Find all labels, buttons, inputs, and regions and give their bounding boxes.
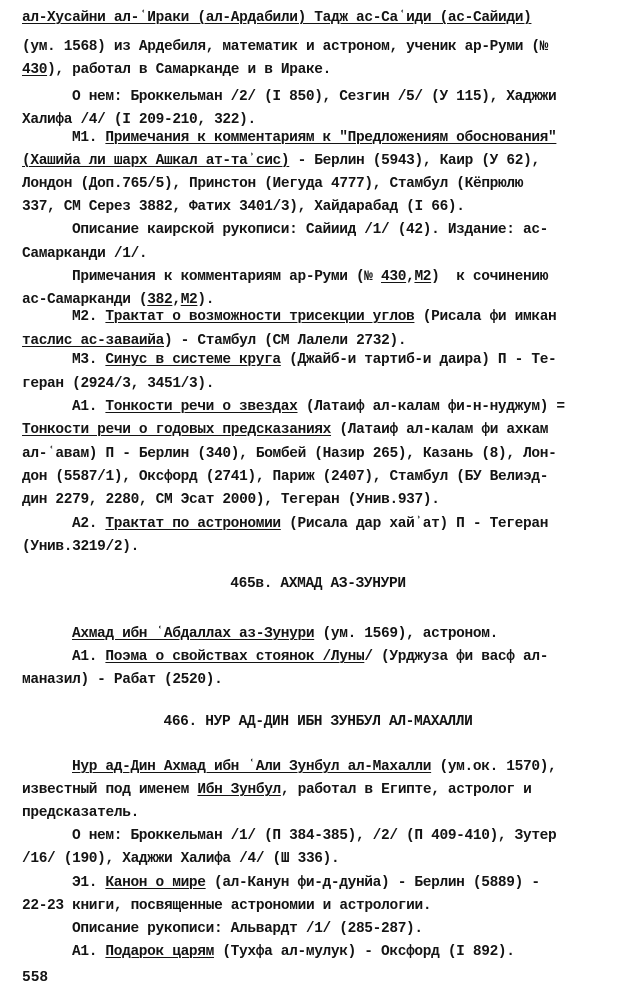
- underlined-title: Тонкости речи о звездах: [105, 399, 298, 415]
- text-span: А1.: [72, 944, 106, 960]
- text-span: 337, СМ Серез 3882, Фатих 3401/3), Хайдарабад (I 66).: [22, 199, 465, 215]
- text-span: ,: [172, 292, 181, 308]
- text-line: [72, 624, 498, 644]
- text-line: [22, 174, 523, 194]
- text-line: [22, 537, 139, 557]
- text-span: (Рисала фи имкан: [414, 309, 557, 325]
- text-span: А1.: [72, 399, 106, 415]
- text-span: М3.: [72, 352, 106, 368]
- text-line: [72, 128, 556, 148]
- underlined-title: Трактат о возможности трисекции углов: [105, 309, 415, 325]
- text-line: [72, 942, 515, 962]
- text-span: О нем: Броккельман /2/ (I 850), Сезгин /5/ (У 115), Хаджжи: [72, 89, 557, 105]
- text-line: [72, 757, 556, 777]
- text-span: известный под именем: [22, 782, 198, 798]
- text-span: дин 2279, 2280, СМ Эсат 2000), Тегеран (Унив.937).: [22, 492, 440, 508]
- underlined-title: 382: [147, 292, 173, 308]
- text-span: (Латаиф ал-калам фи ахкам: [331, 422, 549, 438]
- text-span: (ум. 1568) из Ардебиля, математик и астроном, ученик ар-Руми (№: [22, 39, 557, 55]
- text-line: [72, 397, 565, 417]
- underlined-title: Канон о мире: [105, 875, 206, 891]
- text-span: (Тухфа ал-мулук) - Оксфорд (I 892).: [213, 944, 515, 960]
- text-line: [22, 110, 256, 130]
- text-span: А2.: [72, 516, 106, 532]
- underlined-title: (Хашийа ли шарх Ашкал ат-таʾсис): [22, 153, 290, 169]
- text-span: Лондон (Доп.765/5), Принстон (Иегуда 4777), Стамбул (Кёпрюлю: [22, 176, 524, 192]
- text-line: [22, 444, 557, 464]
- text-line: [22, 151, 540, 171]
- text-line: [22, 60, 331, 80]
- underlined-title: М2: [180, 292, 198, 308]
- underlined-title: 430: [22, 62, 48, 78]
- underlined-title: Примечания к комментариям к "Предложениям обоснования": [105, 130, 557, 146]
- text-line: [22, 37, 557, 57]
- text-line: [72, 220, 548, 240]
- underlined-title: М2: [414, 269, 432, 285]
- text-span: Самарканди /1/.: [22, 246, 148, 262]
- text-line: [72, 826, 556, 846]
- text-line: [72, 647, 548, 667]
- text-line: [72, 514, 548, 534]
- text-span: (Латаиф ал-калам фи-н-нуджум) =: [297, 399, 565, 415]
- text-span: предсказатель.: [22, 805, 139, 821]
- text-span: , работал в Египте, астролог и: [280, 782, 532, 798]
- text-line: [72, 919, 423, 939]
- text-span: дон (5587/1), Оксфорд (2741), Париж (2407), Стамбул (БУ Велиэд-: [22, 469, 549, 485]
- underlined-title: таслис ас-заваийа: [22, 333, 164, 349]
- text-line: [22, 467, 548, 487]
- text-line: [72, 307, 556, 327]
- text-line: [22, 670, 222, 690]
- text-span: (ал-Канун фи-д-дунйа) - Берлин (5889) -: [205, 875, 540, 891]
- underlined-title: Поэма о свойствах стоянок /Луны: [105, 649, 365, 665]
- text-span: (Унив.3219/2).: [22, 539, 139, 555]
- text-line: [72, 267, 548, 287]
- text-span: 465в. АХМАД АЗ-ЗУНУРИ: [230, 576, 406, 592]
- text-span: Описание рукописи: Альвардт /1/ (285-287).: [72, 921, 423, 937]
- text-line: [22, 849, 339, 869]
- text-span: / (Урджуза фи васф ал-: [364, 649, 549, 665]
- text-line: [22, 8, 531, 28]
- text-span: (Джайб-и тартиб-и даира) П - Те-: [280, 352, 557, 368]
- text-span: М1.: [72, 130, 106, 146]
- text-span: Халифа /4/ (I 209-210, 322).: [22, 112, 256, 128]
- text-line: [22, 197, 465, 217]
- underlined-title: 430: [381, 269, 407, 285]
- text-span: О нем: Броккельман /1/ (П 384-385), /2/ (П 409-410), Зутер: [72, 828, 557, 844]
- text-span: 22-23 книги, посвященные астрономии и астрологии.: [22, 898, 432, 914]
- text-line: [72, 87, 556, 107]
- text-span: 466. НУР АД-ДИН ИБН ЗУНБУЛ АЛ-МАХАЛЛИ: [163, 714, 473, 730]
- underlined-title: Тонкости речи о годовых предсказаниях: [22, 422, 332, 438]
- text-line: [72, 873, 540, 893]
- text-span: М2.: [72, 309, 106, 325]
- text-span: Описание каирской рукописи: Сайиид /1/ (42). Издание: ас-: [72, 222, 549, 238]
- text-span: маназил) - Рабат (2520).: [22, 672, 223, 688]
- section-heading: [0, 574, 636, 594]
- text-span: - Берлин (5943), Каир (У 62),: [289, 153, 540, 169]
- text-line: [22, 374, 214, 394]
- underlined-title: Ибн Зунбул: [197, 782, 281, 798]
- text-span: ).: [197, 292, 215, 308]
- text-span: ал-ʿавам) П - Берлин (340), Бомбей (Назир 265), Казань (8), Лон-: [22, 446, 557, 462]
- text-span: ), работал в Самарканде и в Ираке.: [47, 62, 332, 78]
- underlined-title: Трактат по астрономии: [105, 516, 281, 532]
- underlined-title: Синус в системе круга: [105, 352, 281, 368]
- text-span: геран (2924/3, 3451/3).: [22, 376, 215, 392]
- text-span: Э1.: [72, 875, 106, 891]
- text-line: [22, 780, 531, 800]
- text-line: [22, 331, 406, 351]
- text-line: [22, 490, 440, 510]
- text-span: (Рисала дар хайʾат) П - Тегеран: [280, 516, 549, 532]
- text-line: [22, 803, 139, 823]
- underlined-title: Подарок царям: [105, 944, 214, 960]
- underlined-title: Ахмад ибн ʿАбдаллах аз-Зунури: [72, 626, 315, 642]
- text-span: (ум. 1569), астроном.: [314, 626, 498, 642]
- text-span: /16/ (190), Хаджжи Халифа /4/ (Ш 336).: [22, 851, 340, 867]
- text-span: А1.: [72, 649, 106, 665]
- text-span: ,: [406, 269, 415, 285]
- text-line: [72, 350, 556, 370]
- section-heading: [0, 712, 636, 732]
- text-span: ас-Самарканди (: [22, 292, 148, 308]
- underlined-title: Нур ад-Дин Ахмад ибн ʿАли Зунбул ал-Махалли: [72, 759, 432, 775]
- underlined-title: ал-Хусайни ал-ʿИраки (ал-Ардабили) Тадж ас-Саʿиди (ас-Сайиди): [22, 10, 532, 26]
- text-span: ) к сочинению: [431, 269, 549, 285]
- text-span: (ум.ок. 1570),: [431, 759, 557, 775]
- text-span: Примечания к комментариям ар-Руми (№: [72, 269, 382, 285]
- page-number: 558: [22, 970, 49, 986]
- text-span: ) - Стамбул (СМ Лалели 2732).: [163, 333, 407, 349]
- text-line: [22, 896, 431, 916]
- text-line: [22, 244, 147, 264]
- text-line: [22, 420, 548, 440]
